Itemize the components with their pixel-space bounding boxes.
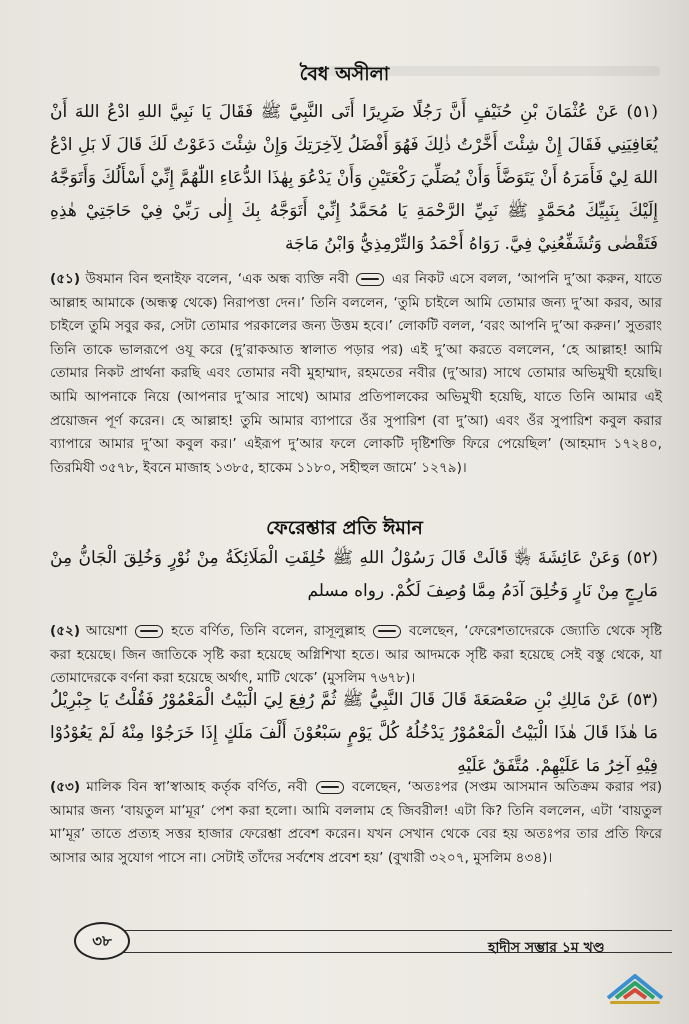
salutation-pbuh-icon [356, 273, 384, 286]
hadith-52-text-part1: আয়েশা [80, 623, 134, 639]
hadith-53-number: (৫৩) [50, 779, 81, 795]
page-number: ৩৮ [74, 922, 130, 960]
hadith-53-text-part2: বলেছেন, ‘অতঃপর (সপ্তম আসমান অতিক্রম করার পর) আমার জন্য ‘বায়তুল মা’মূর’ পেশ করা হলো। আমি বললাম হে জিবরীল! এটা কি? তিনি বললেন, এটা ‘বায়তুল মা’মূর’ তাতে প্রত্যহ সত্তর হাজার ফেরেশ্তা প্রবেশ করেন। যখন সেখান থেকে বের হয় অতঃপর তার প্রতি ফিরে আসার আর সুযোগ পাসে না। সেটাই তাঁদের সর্বশেষ প্রবেশ হয়’ (বুখারী ৩২০৭, মুসলিম ৪৩৪)। [50, 779, 662, 866]
hadith-52-number: (৫২) [50, 623, 81, 639]
hadith-51-text-part2: এর নিকট এসে বলল, ‘আপনি দু’আ করুন, যাতে আল্লাহ আমাকে (অন্ধত্ব থেকে) নিরাপত্তা দেন।’ তিনি বললেন, ‘তুমি চাইলে আমি তোমার জন্য দু’আ করব, আর চাইলে তুমি সবুর কর, সেটা তোমার পরকালের জন্য উত্তম হবে।’ লোকটি বলল, ‘বরং আপনি দু’আ করুন।’ সুতরাং তিনি তাকে ভালরূপে ওযূ করে (দু’রাকআত স্বালাত পড়ার পর) এই দু’আ করতে বললেন, ‘হে আল্লাহ! আমি তোমার নিকট প্রার্থনা করছি এবং তোমার নবী মুহাম্মাদ, রহমতের নবীর (দু’আর) সাথে তোমার অভিমুখী হয়েছি। আমি আপনাকে নিয়ে (আপনার দু’আর সাথে) আমার প্রতিপালকের অভিমুখী হয়েছি, যাতে তিনি আমার এই প্রয়োজন পূর্ণ করেন। হে আল্লাহ! তুমি আমার ব্যাপারে ওঁর সুপারিশ (বা দু’আ) এবং ওঁর সুপারিশ কবুল করার ব্যাপারে আমার দু’আ কবুল কর।’ এইরূপ দু’আর ফলে লোকটি দৃষ্টিশক্তি ফিরে পেয়েছিল’ (আহমাদ ১৭২৪০, তিরমিযী ৩৫৭৮, ইবনে মাজাহ ১৩৮৫, হাকেম ১১৮০, সহীহুল জামে’ ১২৭৯)। [50, 271, 662, 476]
hadith-53-bengali [50, 776, 662, 870]
hadith-52-text-part3: বলেছেন, ‘ফেরেশতাদেরকে জ্যোতি থেকে সৃষ্টি করা হয়েছে। জিন জাতিকে সৃষ্টি করা হয়েছে অগ্নিশিখা হতে। আর আদমকে সৃষ্টি করা হয়েছে সেই বস্তু থেকে, যা তোমাদেরকে বর্ণনা করা হয়েছে অর্থাৎ, মাটি থেকে’ (মুসলিম ৭৬৭৮)। [50, 623, 663, 687]
salutation-pbuh-icon [373, 625, 401, 638]
hadith-51-arabic: (٥١) عَنْ عُثْمَانَ بْنِ حُنَيْفٍ أَنَّ رَجُلًا ضَرِيرًا أَتَى النَّبِيَّ ﷺ فَقَالَ يَا نَبِيَّ اللهِ ادْعُ اللهَ أَنْ يُعَافِيَنِي فَقَالَ إِنْ شِئْتَ أَخَّرْتُ ذٰلِكَ فَهُوَ أَفْضَلُ لِآخِرَتِكَ وَإِنْ شِئْتَ دَعَوْتُ لَكَ قَالَ لَا بَلِ ادْعُ اللهَ لِيْ فَأَمَرَهُ أَنْ يَتَوَضَّأَ وَأَنْ يُصَلِّيَ رَكْعَتَيْنِ وَأَنْ يَدْعُوَ بِهٰذَا الدُّعَاءِ اللّٰهُمَّ إِنِّيْ أَسْأَلُكَ وَأَتَوَجَّهُ إِلَيْكَ بِنَبِيِّكَ مُحَمَّدٍ ﷺ نَبِيِّ الرَّحْمَةِ يَا مُحَمَّدُ إِنِّيْ أَتَوَجَّهُ بِكَ إِلٰى رَبِّيْ فِيْ حَاجَتِيْ هٰذِهِ فَتَقْضٰى وَتُشَفِّعُنِيْ فِيَّ. رَوَاهُ أَحْمَدُ وَالتِّرْمِذِيُّ وَابْنُ مَاجَة [50, 102, 658, 254]
hadith-51-number: (৫১) [50, 271, 81, 287]
hadith-53-text-part1: মালিক বিন স্বা’স্বাআহ কর্তৃক বর্ণিত, নবী [80, 779, 314, 795]
hadith-51-bengali [50, 268, 662, 480]
footer-rule-top [112, 930, 672, 931]
hadith-52-bengali [50, 620, 662, 691]
hadith-52-text-part2: হতে বর্ণিত, তিনি বলেন, রাসূলুল্লাহ [165, 623, 372, 639]
salutation-radiyallahu-icon [135, 625, 163, 638]
section-title-valid-wasila: বৈধ অসীলা [299, 63, 390, 85]
hadith-52-arabic: (٥٢) وَعَنْ عَائِشَةَ ﵂ قَالَتْ قَالَ رَسُوْلُ اللهِ ﷺ خُلِقَتِ الْمَلَائِكَةُ مِنْ نُوْرٍ وَخُلِقَ الْجَانُّ مِنْ مَارِجٍ مِنْ نَارٍ وَخُلِقَ آدَمُ مِمَّا وُصِفَ لَكُمْ. رواه مسلم [50, 548, 658, 601]
running-footer-book-title: হাদীস সম্ভার ১ম খণ্ড [488, 940, 605, 956]
hadith-53-arabic: (٥٣) عَنْ مَالِكِ بْنِ صَعْصَعَةَ قَالَ قَالَ النَّبِيُّ ﷺ ثُمَّ رُفِعَ لِيَ الْبَيْتُ الْمَعْمُوْرُ فَقُلْتُ يَا جِبْرِيْلُ مَا هٰذَا قَالَ هٰذَا الْبَيْتُ الْمَعْمُوْرُ يَدْخُلُهُ كُلَّ يَوْمٍ سَبْعُوْنَ أَلْفَ مَلَكٍ إِذَا خَرَجُوْا مِنْهُ لَمْ يَعُوْدُوْا فِيْهِ آخِرُ مَا عَلَيْهِمْ. مُتَّفَقٌ عَلَيْهِ [50, 690, 658, 776]
section-title-belief-in-angels: ফেরেশ্তার প্রতি ঈমান [266, 517, 423, 539]
salutation-pbuh-icon [316, 781, 344, 794]
hadith-51-text-part1: উষমান বিন হুনাইফ বলেন, ‘এক অন্ধ ব্যক্তি নবী [80, 271, 355, 287]
publisher-logo-icon [600, 968, 670, 1008]
